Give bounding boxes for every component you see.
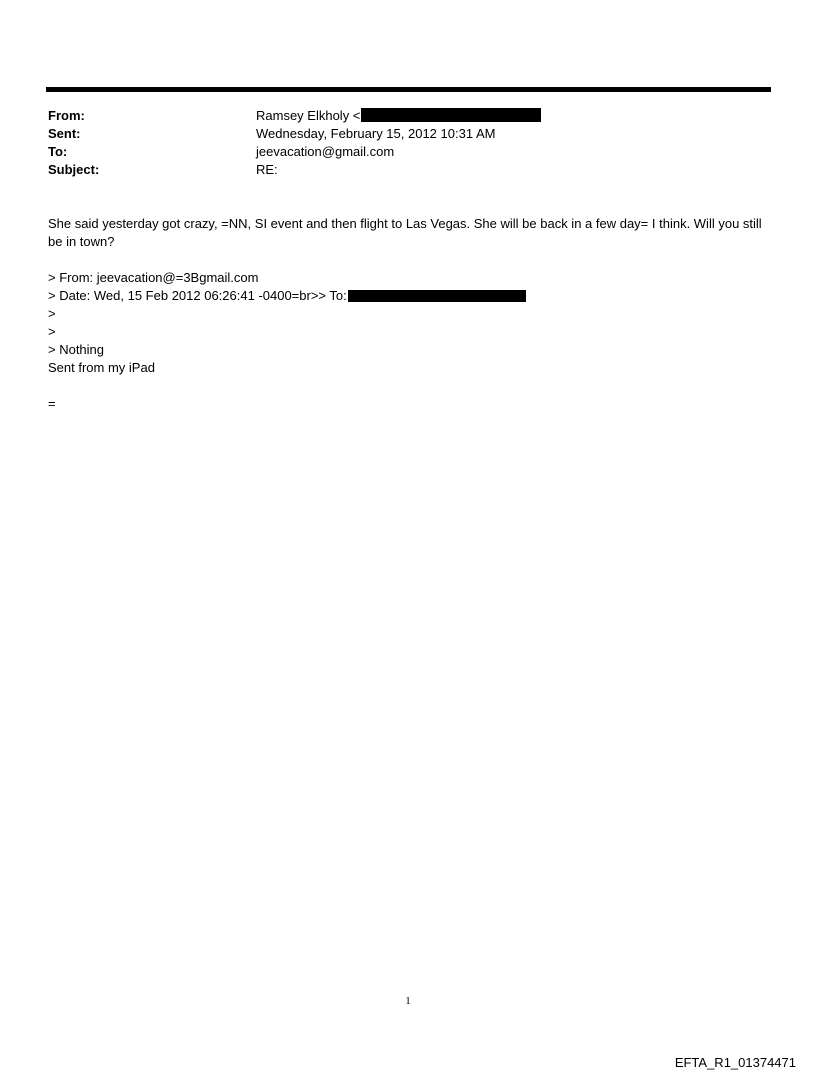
trailer-text: = [48,396,56,411]
sent-value: Wednesday, February 15, 2012 10:31 AM [256,126,496,141]
from-sender: Ramsey Elkholy < [256,108,361,123]
email-header [48,107,748,179]
quoted-message [48,269,768,377]
quoted-body-line: > Nothing [48,342,105,357]
signature-line: Sent from my iPad [48,360,155,375]
to-row [48,143,748,161]
to-value: jeevacation@gmail.com [256,144,395,159]
quoted-date-text: > Date: Wed, 15 Feb 2012 06:26:41 -0400=br>> To: [48,288,347,303]
page-number: 1 [405,995,411,1007]
from-value [256,107,541,125]
to-label: To: [48,144,68,159]
from-row [48,107,748,125]
document-id: EFTA_R1_01374471 [674,1055,796,1070]
redaction-bar [348,290,526,302]
quoted-from-line: > From: jeevacation@=3Bgmail.com [48,270,259,285]
message-paragraph: She said yesterday got crazy, =NN, SI event and then flight to Las Vegas. She will be back in a few day= I think. Will you still be in town? [48,216,762,249]
quoted-marker-line: > [48,306,56,321]
subject-value: RE: [256,162,278,177]
quoted-marker-line: > [48,324,56,339]
header-rule [46,87,771,92]
subject-row [48,161,748,179]
subject-label: Subject: [48,162,100,177]
sent-label: Sent: [48,126,81,141]
quoted-date-line [48,287,768,305]
message-body [48,215,768,251]
from-label: From: [48,108,85,123]
sent-row [48,125,748,143]
redaction-bar [361,108,541,122]
